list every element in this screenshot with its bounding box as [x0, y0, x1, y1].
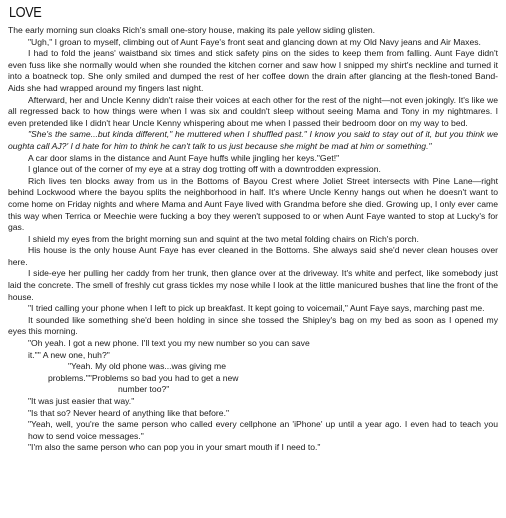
paragraph: A car door slams in the distance and Aunt Faye huffs while jingling her keys."Get!": [28, 152, 340, 163]
paragraph: It sounded like something she'd been holding in since she tossed the Shipley's bag on my bed as soon as I opened my eyes this morning.: [8, 314, 498, 337]
paragraph: "Is that so? Never heard of anything like that before.": [28, 407, 230, 418]
paragraph: "It was just easier that way.": [28, 396, 135, 406]
paragraph: I side-eye her pulling her caddy from her trunk, then glance over at the driveway. It's white and perfect, like somebody just laid the concrete. The smell of freshly cut grass tickles my nose while I look at the little manicured bushes that line the front of the house.: [8, 268, 498, 302]
paragraph: "Yeah, well, you're the same person who called every cellphone an 'iPhone' up until a year ago. I even had to teach you how to send voice messages.": [28, 419, 498, 441]
chapter-body: [8, 25, 498, 454]
paragraph: number too?": [118, 384, 170, 395]
paragraph: His house is the only house Aunt Faye has ever cleaned in the Bottoms. She always said she'd never clean houses over here.: [8, 245, 498, 267]
paragraph: "She's the same...but kinda different," he muttered when I shuffled past." I know you said to stay out of it, but you think we oughta call AJ?' I d hate for him to think he can't talk to us just because she might be mad at him or something.": [8, 129, 498, 151]
paragraph: problems.""Problems so bad you had to get a new: [48, 372, 239, 383]
paragraph: "Ugh," I groan to myself, climbing out of Aunt Faye's front seat and glancing down at my Old Navy jeans and Air Maxes.: [28, 36, 481, 47]
paragraph: Rich lives ten blocks away from us in the Bottoms of Bayou Crest where Joliet Street intersects with Pine Lane—right behind Lockwood where the bayou splits the neighborhood in half. It's where Uncle Kenny hangs out when he doesn't want to come home on Friday nights and where Mama and Aunt Faye lived with Grandma before she died. Growing up, I only ever came this way when Terrica or Meechie were fucking a boy they weren't supposed to or when Aunt Faye wanted to stop at Lucky's for gas.: [8, 175, 498, 233]
paragraph: "I tried calling your phone when I left to pick up breakfast. It kept going to voicemail," Aunt Faye says, marching past me.: [28, 303, 485, 314]
paragraph: Afterward, her and Uncle Kenny didn't raise their voices at each other for the rest of the night—not even jokingly. It's like we all regressed back to how things were when I was six and couldn't sleep without seeing Mama and Tony in my nightmares. I even pretended like I didn't hear Uncle Kenny whispering about me when I passed their bedroom door on my way to bed.: [8, 94, 498, 128]
paragraph: I shield my eyes from the bright morning sun and squint at the two metal folding chairs on Rich's porch.: [28, 233, 419, 244]
paragraph: I had to fold the jeans' waistband six times and stick safety pins on the sides to keep them from falling. Aunt Faye didn't even fuss like she normally would when she rounded the kitchen corner and saw how I snipped my shirt's neckline and turned it into a boatneck top. She only smiled and dumped the rest of her coffee down the drain after glancing at the flesh-toned Band-Aids she had wrapped around my fingers last night.: [8, 48, 498, 93]
paragraph: "I'm also the same person who can pop you in your smart mouth if I need to.": [28, 442, 321, 453]
chapter-title: LOVE: [9, 4, 42, 21]
paragraph: "Oh yeah. I got a new phone. I'll text you my new number so you can save: [28, 338, 310, 349]
paragraph: "Yeah. My old phone was...was giving me: [68, 361, 226, 372]
paragraph: The early morning sun cloaks Rich's small one-story house, making its pale yellow siding glisten.: [8, 25, 376, 35]
paragraph: I glance out of the corner of my eye at a stray dog trotting off with a downtrodden expression.: [28, 164, 381, 175]
paragraph: it."" A new one, huh?": [28, 349, 110, 360]
